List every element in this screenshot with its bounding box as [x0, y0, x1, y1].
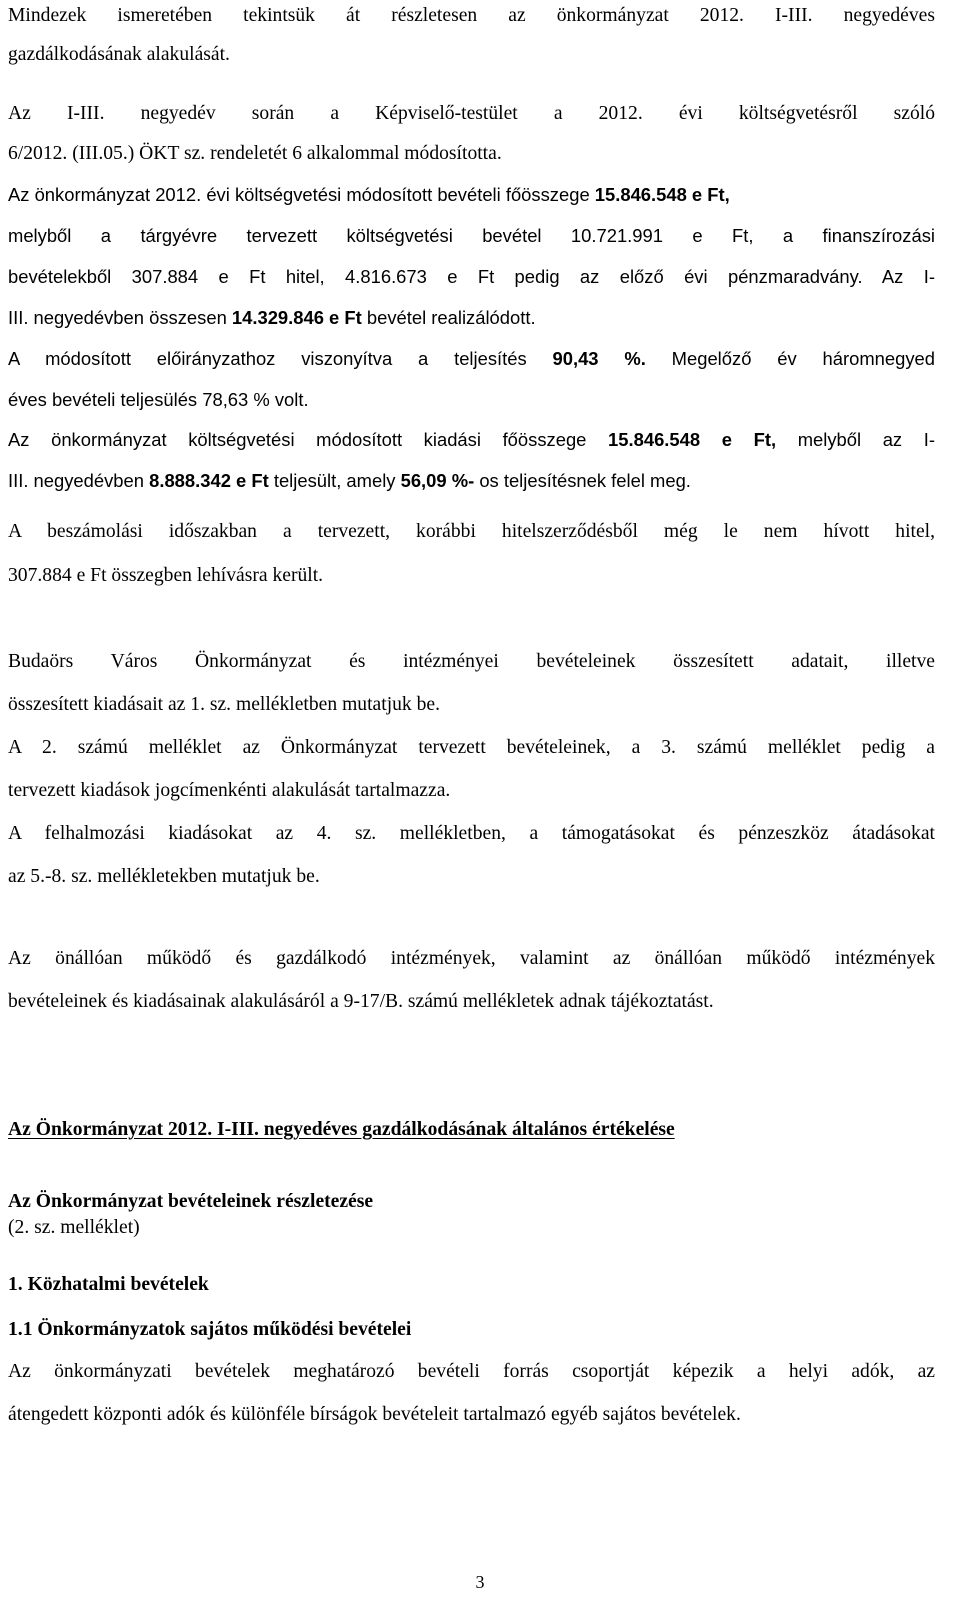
paragraph-line: III. negyedévben összesen 14.329.846 e Ft bevétel realizálódott. — [8, 307, 536, 328]
paragraph-line: bevételekből 307.884 e Ft hitel, 4.816.673 e Ft pedig az előző évi pénzmaradvány. Az I- — [8, 266, 935, 287]
paragraph-line: A beszámolási időszakban a tervezett, korábbi hitelszerződésből még le nem hívott hitel, — [8, 521, 935, 542]
subsection-note: (2. sz. melléklet) — [8, 1217, 140, 1238]
paragraph-line: éves bevételi teljesülés 78,63 % volt. — [8, 389, 309, 410]
paragraph-line: átengedett központi adók és különféle bírságok bevételeit tartalmazó egyéb sajátos bevételek. — [8, 1404, 741, 1425]
paragraph-line: bevételeinek és kiadásainak alakulásáról a 9-17/B. számú mellékletek adnak tájékoztatást. — [8, 991, 714, 1012]
paragraph-line: Budaörs Város Önkormányzat és intézményei bevételeinek összesített adatait, illetve — [8, 651, 935, 672]
heading-sajatos-bevetelek: 1.1 Önkormányzatok sajátos működési bevételei — [8, 1319, 412, 1340]
paragraph-line: tervezett kiadások jogcímenkénti alakulását tartalmazza. — [8, 780, 451, 801]
paragraph-line: Az önkormányzat költségvetési módosított kiadási főösszege 15.846.548 e Ft, melyből az I- — [8, 429, 935, 450]
paragraph-line: A 2. számú melléklet az Önkormányzat tervezett bevételeinek, a 3. számú melléklet pedig a — [8, 737, 935, 758]
paragraph-line: melyből a tárgyévre tervezett költségvetési bevétel 10.721.991 e Ft, a finanszírozási — [8, 225, 935, 246]
subsection-heading: Az Önkormányzat bevételeinek részletezése — [8, 1191, 374, 1212]
paragraph-line: III. negyedévben 8.888.342 e Ft teljesült, amely 56,09 %- os teljesítésnek felel meg. — [8, 470, 691, 491]
paragraph-line: Mindezek ismeretében tekintsük át részletesen az önkormányzat 2012. I-III. negyedéves — [8, 5, 935, 26]
paragraph-line: összesített kiadásait az 1. sz. mellékletben mutatjuk be. — [8, 694, 441, 715]
paragraph-line: Az önkormányzat 2012. évi költségvetési módosított bevételi főösszege 15.846.548 e Ft, — [8, 184, 730, 205]
paragraph-line: A módosított előirányzathoz viszonyítva a teljesítés 90,43 %. Megelőző év háromnegyed — [8, 348, 935, 369]
section-heading: Az Önkormányzat 2012. I-III. negyedéves gazdálkodásának általános értékelése — [8, 1119, 675, 1140]
paragraph-line: 307.884 e Ft összegben lehívásra került. — [8, 565, 324, 586]
heading-kozhatalmi: 1. Közhatalmi bevételek — [8, 1274, 209, 1295]
paragraph-line: Az I-III. negyedév során a Képviselő-testület a 2012. évi költségvetésről szóló — [8, 103, 935, 124]
page-number: 3 — [475, 1572, 485, 1592]
paragraph-line: 6/2012. (III.05.) ÖKT sz. rendeletét 6 alkalommal módosította. — [8, 143, 502, 164]
paragraph-line: A felhalmozási kiadásokat az 4. sz. mellékletben, a támogatásokat és pénzeszköz átadásokat — [8, 823, 935, 844]
paragraph-line: gazdálkodásának alakulását. — [8, 44, 230, 65]
paragraph-line: az 5.-8. sz. mellékletekben mutatjuk be. — [8, 866, 320, 887]
paragraph-line: Az önkormányzati bevételek meghatározó bevételi forrás csoportját képezik a helyi adók, az — [8, 1361, 935, 1382]
paragraph-line: Az önállóan működő és gazdálkodó intézmények, valamint az önállóan működő intézmények — [8, 948, 935, 969]
